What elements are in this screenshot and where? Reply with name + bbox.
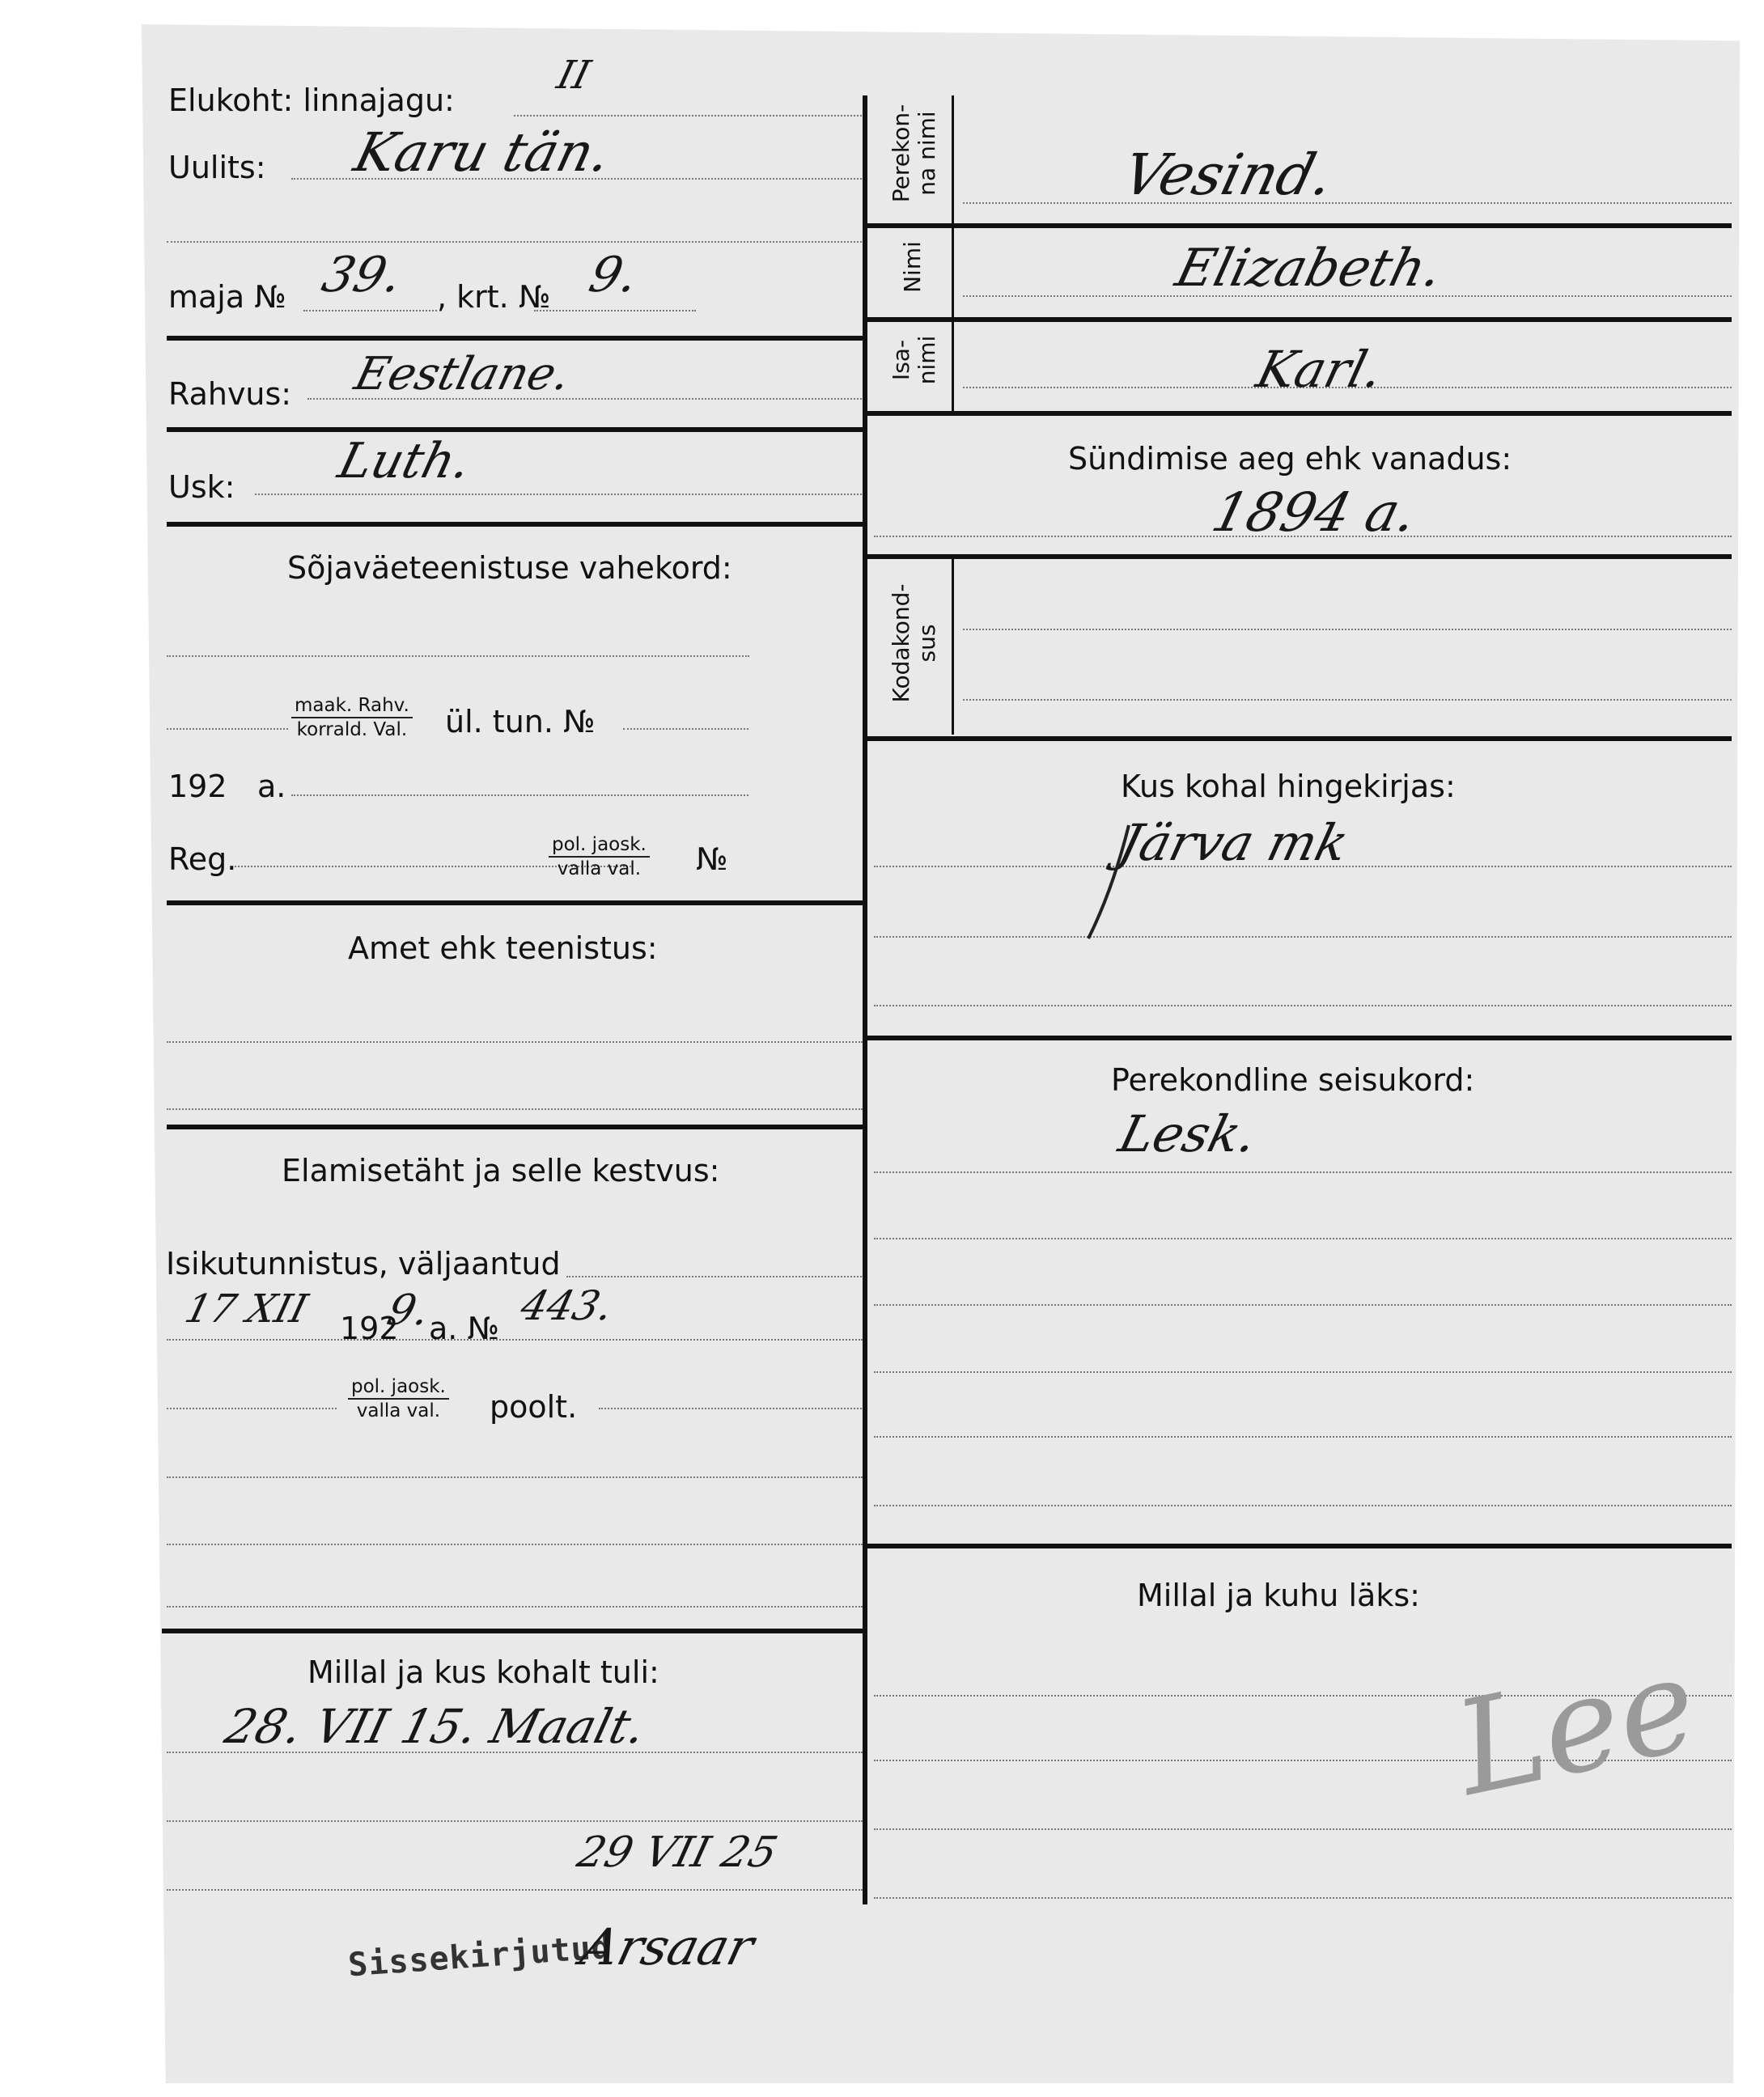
rule bbox=[167, 522, 863, 527]
laks-pencil-mark: Lee bbox=[1443, 1627, 1709, 1825]
perekondline-heading: Perekondline seisukord: bbox=[1111, 1062, 1475, 1098]
dotted-line bbox=[874, 1171, 1732, 1173]
dotted-line bbox=[167, 1108, 863, 1110]
reg-label: Reg. bbox=[168, 841, 237, 877]
rule bbox=[867, 223, 1732, 228]
maak-bottom: korrald. Val. bbox=[296, 719, 408, 740]
dotted-line bbox=[874, 1005, 1732, 1006]
rule bbox=[867, 1544, 1732, 1548]
perekonnanimi-value: Vesind. bbox=[1116, 142, 1341, 208]
pol2-bottom: valla val. bbox=[356, 1400, 441, 1421]
isikut-year-hw: 9. bbox=[382, 1286, 435, 1335]
reg-no-sign: № bbox=[696, 841, 728, 877]
dotted-line bbox=[599, 1408, 862, 1409]
rule bbox=[167, 1125, 863, 1129]
rule bbox=[167, 427, 863, 432]
isikut-label: Isikutunnistus, väljaantud bbox=[166, 1246, 561, 1282]
dotted-line bbox=[291, 794, 748, 796]
isanimi-value: Karl. bbox=[1250, 340, 1389, 399]
dotted-line bbox=[167, 1408, 337, 1409]
hingekirjas-stroke bbox=[1080, 817, 1145, 947]
isanimi-label: Isa- nimi bbox=[888, 335, 940, 385]
maja-label: maja № bbox=[168, 279, 286, 315]
pol-bottom: valla val. bbox=[557, 858, 642, 879]
dotted-line bbox=[963, 629, 1732, 630]
dotted-line bbox=[303, 310, 437, 311]
maak-top: maak. Rahv. bbox=[291, 694, 413, 718]
krt-label: , krt. № bbox=[437, 279, 551, 315]
millal-laks-heading: Millal ja kuhu läks: bbox=[1137, 1578, 1420, 1613]
year-192: 192 bbox=[168, 769, 227, 804]
year-a: a. bbox=[257, 769, 286, 804]
pol-top: pol. jaosk. bbox=[549, 833, 650, 858]
tuli-value: 28. VII 15. Maalt. bbox=[219, 1699, 651, 1754]
dotted-line bbox=[963, 699, 1732, 701]
rule bbox=[867, 736, 1732, 741]
rule bbox=[867, 317, 1732, 322]
kodakondsus-divider bbox=[952, 558, 954, 735]
rahvus-value: Eestlane. bbox=[349, 348, 576, 400]
pol2-top: pol. jaosk. bbox=[348, 1375, 449, 1400]
tuli-value-2: 29 VII 25 bbox=[572, 1828, 782, 1877]
isikut-a-no: a. № bbox=[429, 1311, 499, 1346]
dotted-line bbox=[167, 241, 862, 243]
center-divider bbox=[863, 95, 867, 1904]
dotted-line bbox=[874, 1436, 1732, 1438]
rule bbox=[867, 411, 1732, 416]
kodakondsus-label: Kodakond- sus bbox=[888, 583, 940, 703]
dotted-line bbox=[963, 202, 1732, 204]
dotted-line bbox=[874, 1371, 1732, 1373]
hingekirjas-value: Järva mk bbox=[1113, 813, 1355, 872]
dotted-line bbox=[874, 1304, 1732, 1306]
perekonnanimi-label: Perekon- na nimi bbox=[888, 104, 940, 203]
dotted-line bbox=[167, 1041, 863, 1043]
maak-fraction bbox=[291, 694, 413, 741]
isikut-year-prefix: 192 bbox=[340, 1311, 399, 1346]
amet-heading: Amet ehk teenistus: bbox=[348, 930, 658, 966]
dotted-line bbox=[534, 310, 696, 311]
poolt-label: poolt. bbox=[490, 1389, 578, 1425]
ul-tun-label: ül. tun. № bbox=[445, 704, 596, 739]
maja-value: 39. bbox=[316, 247, 409, 303]
usk-label: Usk: bbox=[168, 469, 235, 505]
dotted-line bbox=[874, 1505, 1732, 1506]
perekondline-value: Lesk. bbox=[1113, 1104, 1264, 1163]
elamiset-heading: Elamisetäht ja selle kestvus: bbox=[282, 1153, 720, 1188]
dotted-line bbox=[167, 1820, 863, 1822]
right-label-divider bbox=[952, 95, 954, 411]
dotted-line bbox=[167, 1544, 863, 1545]
rule bbox=[162, 1629, 863, 1633]
rahvus-label: Rahvus: bbox=[168, 376, 292, 412]
dotted-line bbox=[514, 115, 862, 116]
nimi-value: Elizabeth. bbox=[1169, 239, 1448, 299]
pol-fraction bbox=[549, 833, 650, 880]
dotted-line bbox=[623, 728, 748, 730]
elukoht-value: II bbox=[553, 53, 595, 98]
rule bbox=[167, 336, 863, 341]
pol2-fraction bbox=[348, 1375, 449, 1422]
rule bbox=[867, 554, 1732, 559]
hingekirjas-heading: Kus kohal hingekirjas: bbox=[1121, 769, 1456, 804]
usk-value: Luth. bbox=[333, 433, 477, 489]
dotted-line bbox=[167, 1476, 863, 1478]
isikut-number: 443. bbox=[515, 1282, 618, 1329]
dotted-line bbox=[167, 1606, 863, 1608]
rule bbox=[867, 1036, 1732, 1040]
sissekirjutud-stamp: Sissekirjutud bbox=[346, 1928, 613, 1985]
millal-tuli-heading: Millal ja kus kohalt tuli: bbox=[307, 1654, 659, 1690]
dotted-line bbox=[874, 936, 1732, 938]
elukoht-label: Elukoht: linnajagu: bbox=[168, 83, 455, 118]
nimi-label: Nimi bbox=[899, 241, 926, 293]
dotted-line bbox=[566, 1276, 862, 1277]
dotted-line bbox=[874, 1897, 1732, 1899]
uulits-value: Karu tän. bbox=[348, 121, 617, 184]
dotted-line bbox=[167, 655, 749, 657]
sundimise-heading: Sündimise aeg ehk vanadus: bbox=[1068, 441, 1512, 477]
dotted-line bbox=[874, 1238, 1732, 1239]
dotted-line bbox=[255, 494, 862, 495]
sojavae-heading: Sõjaväeteenistuse vahekord: bbox=[287, 550, 732, 586]
dotted-line bbox=[167, 1339, 863, 1341]
krt-value: 9. bbox=[583, 247, 644, 303]
signature: Arsaar bbox=[575, 1917, 760, 1976]
dotted-line bbox=[167, 1889, 863, 1891]
rule bbox=[167, 900, 863, 905]
dotted-line bbox=[874, 1828, 1732, 1830]
sundimise-value: 1894 a. bbox=[1206, 481, 1423, 544]
uulits-label: Uulits: bbox=[168, 150, 266, 185]
dotted-line bbox=[167, 728, 288, 730]
isikut-date: 17 XII bbox=[180, 1286, 312, 1332]
